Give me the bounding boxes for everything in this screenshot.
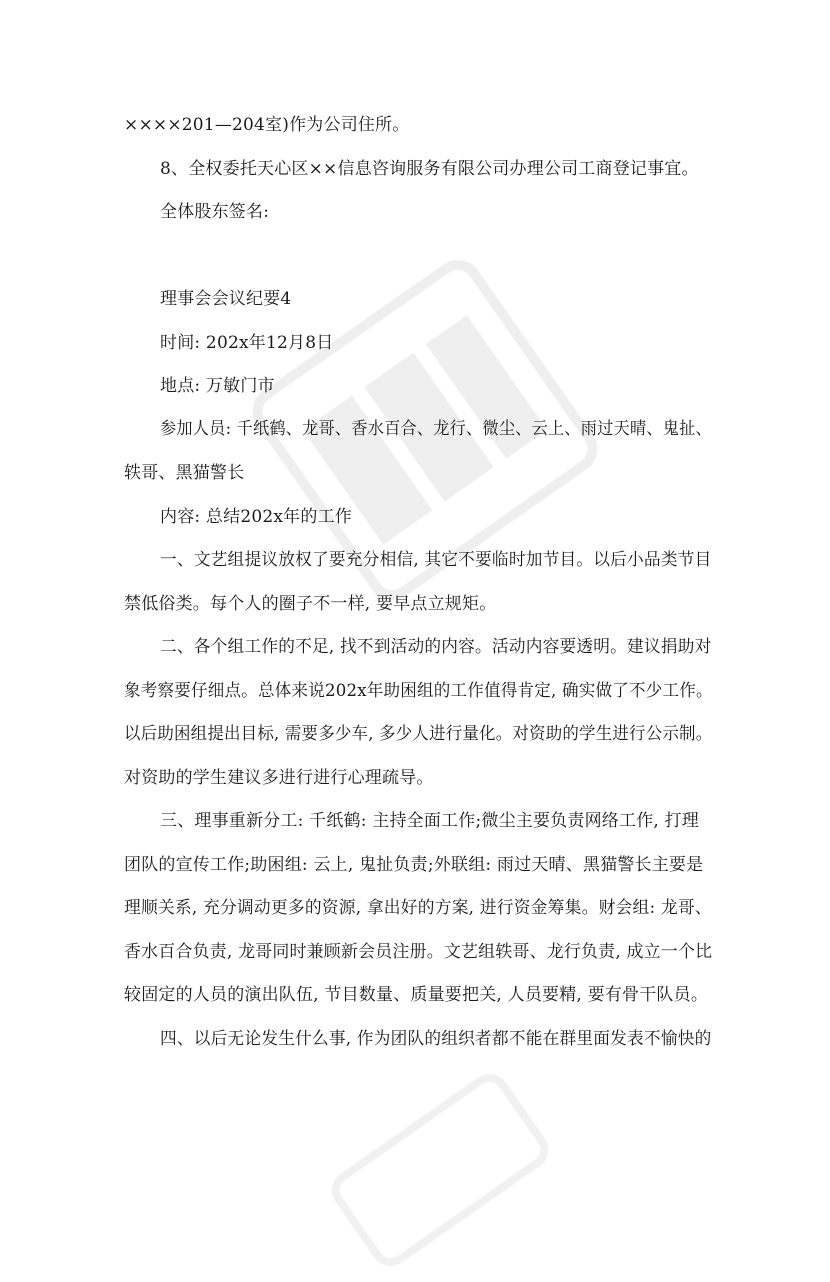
meeting-location: 地点: 万敏门市: [160, 376, 275, 396]
paragraph-line: 二、各个组工作的不足, 找不到活动的内容。活动内容要透明。建议捐助对: [160, 637, 712, 657]
paragraph-line: 象考察要仔细点。总体来说202x年助困组的工作值得肯定, 确实做了不少工作。: [124, 681, 713, 701]
text-line: 8、全权委托天心区××信息咨询服务有限公司办理公司工商登记事宜。: [160, 159, 699, 179]
paragraph-line: 香水百合负责, 龙哥同时兼顾新会员注册。文艺组轶哥、龙行负责, 成立一个比: [124, 942, 713, 962]
paragraph-line: 禁低俗类。每个人的圈子不一样, 要早点立规矩。: [124, 594, 497, 614]
paragraph-line: 一、文艺组提议放权了要充分相信, 其它不要临时加节目。以后小品类节目: [160, 550, 712, 570]
paragraph-line: 理顺关系, 充分调动更多的资源, 拿出好的方案, 进行资金筹集。财会组: 龙哥、: [124, 898, 712, 918]
paragraph-line: 三、理事重新分工: 千纸鹤: 主持全面工作;微尘主要负责网络工作, 打理: [160, 811, 699, 831]
paragraph-line: 以后助困组提出目标, 需要多少车, 多少人进行量化。对资助的学生进行公示制。: [124, 724, 713, 744]
text-line: ××××201—204室)作为公司住所。: [124, 115, 410, 135]
paragraph-line: 四、以后无论发生什么事, 作为团队的组织者都不能在群里面发表不愉快的: [160, 1029, 712, 1049]
attendees-line: 参加人员: 千纸鹤、龙哥、香水百合、龙行、微尘、云上、雨过天晴、鬼扯、: [160, 419, 712, 439]
paragraph-line: 团队的宣传工作;助困组: 云上, 鬼扯负责;外联组: 雨过天晴、黑猫警长主要是: [124, 855, 704, 875]
attendees-line: 轶哥、黑猫警长: [124, 463, 245, 483]
meeting-content: 内容: 总结202x年的工作: [160, 507, 352, 527]
text-line: 全体股东签名:: [160, 202, 270, 222]
watermark-logo-bottom: [315, 1058, 564, 1282]
meeting-time: 时间: 202x年12月8日: [160, 333, 334, 353]
section-title: 理事会会议纪要4: [160, 289, 292, 309]
paragraph-line: 较固定的人员的演出队伍, 节目数量、质量要把关, 人员要精, 要有骨干队员。: [124, 985, 709, 1005]
paragraph-line: 对资助的学生建议多进行进行心理疏导。: [124, 768, 434, 788]
